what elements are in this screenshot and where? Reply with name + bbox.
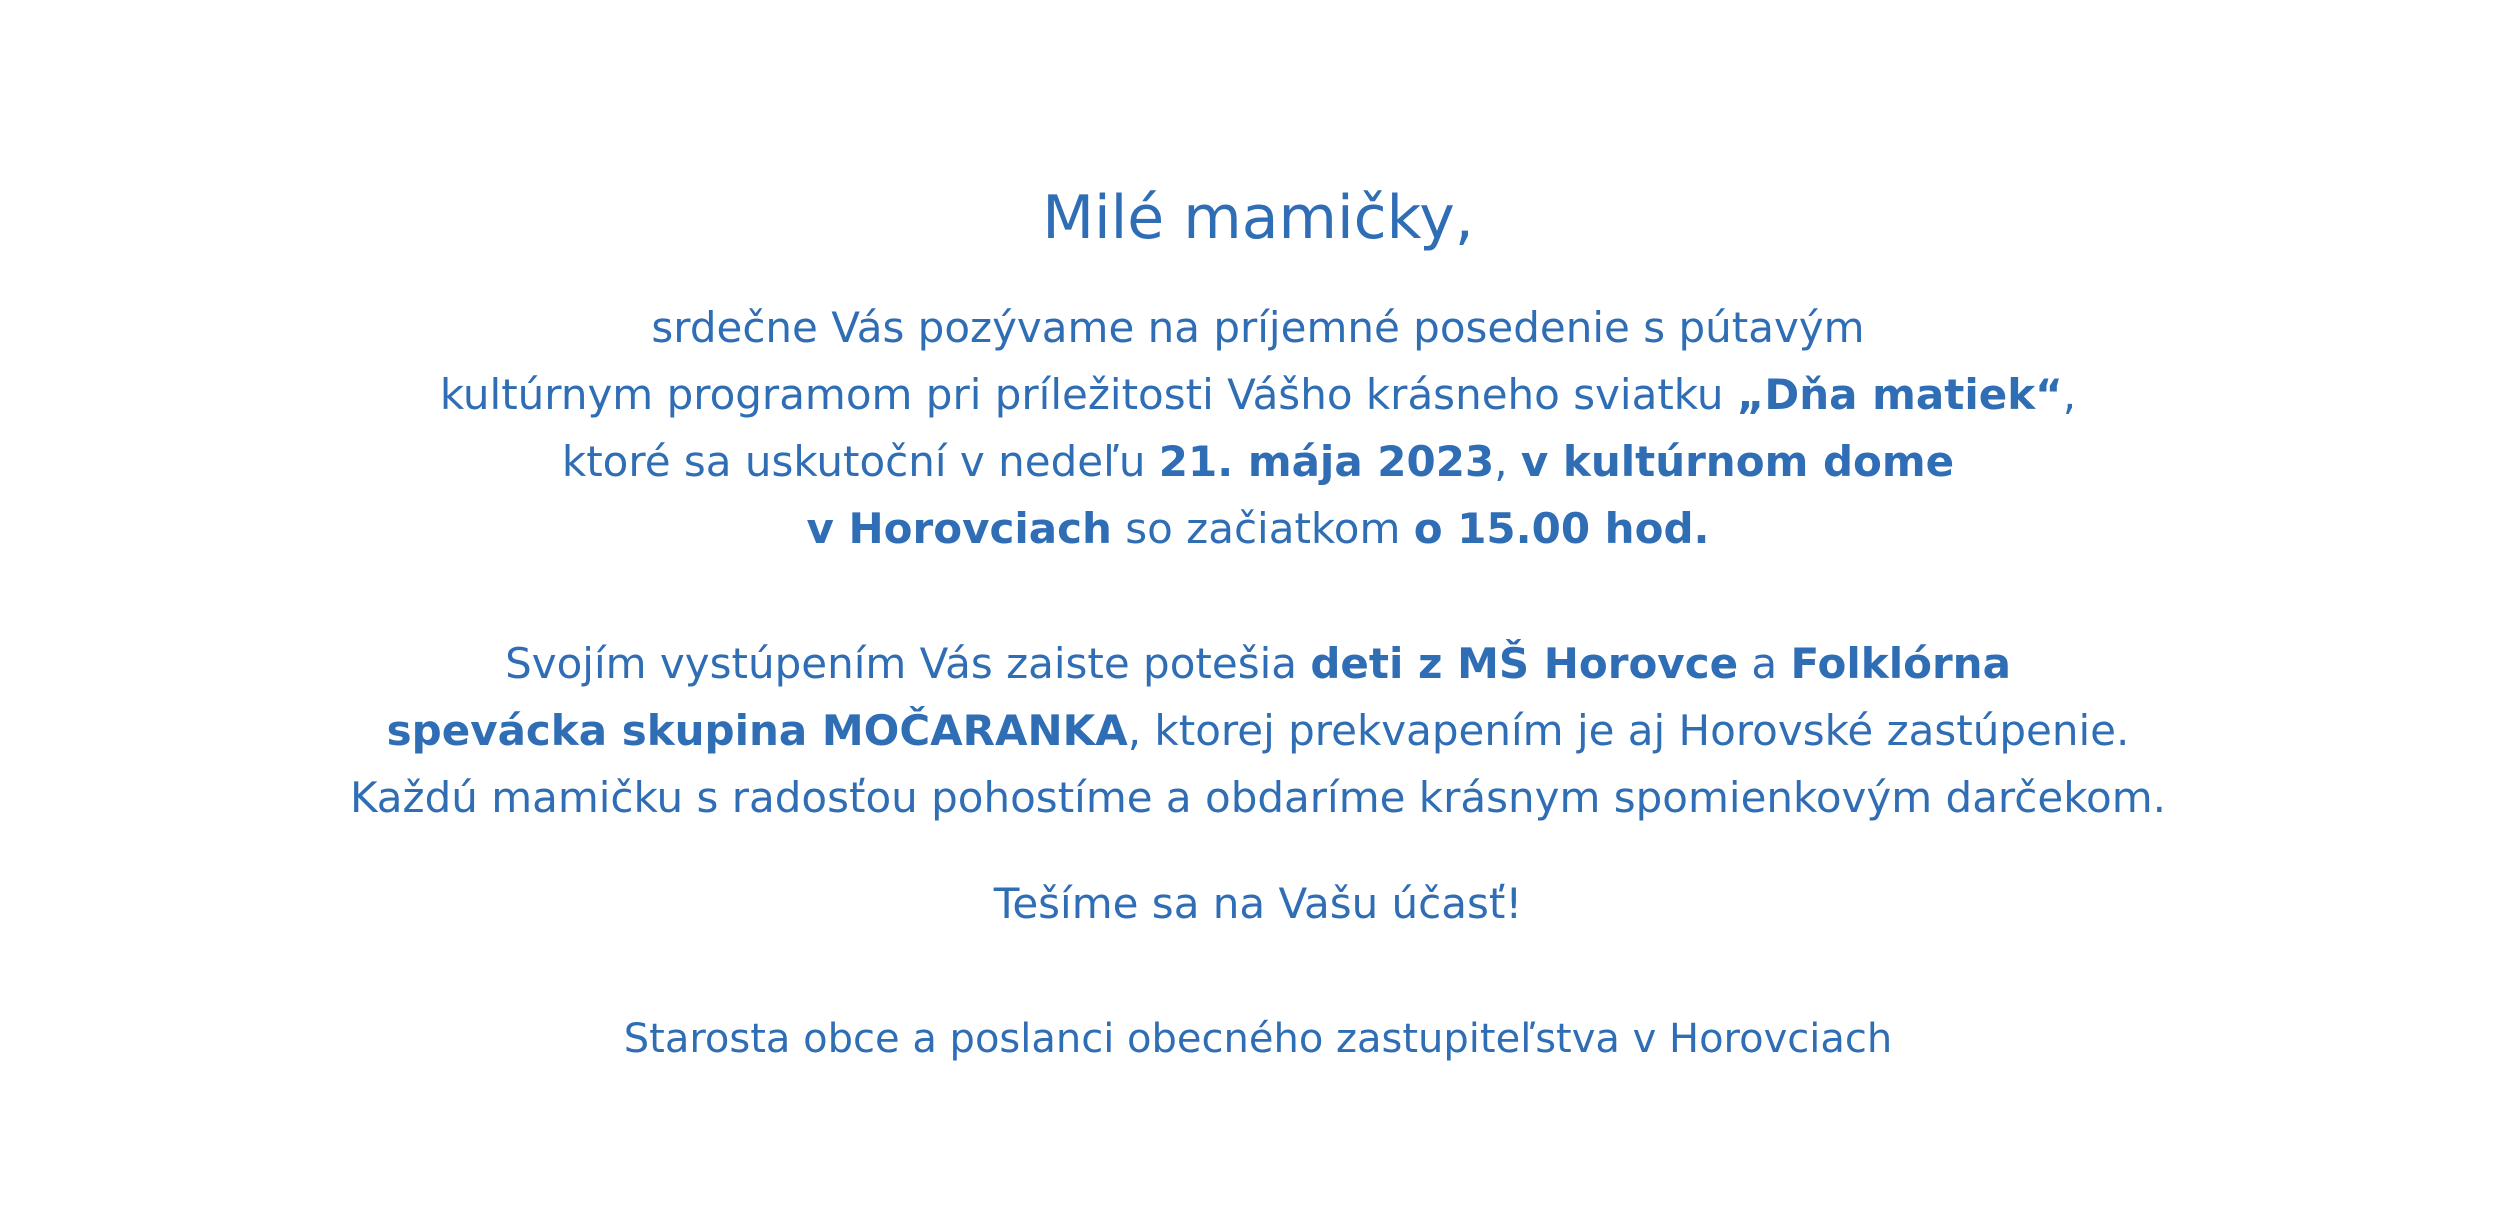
text-line (0, 428, 2516, 495)
text-run: , ktorej prekvapením je aj Horovské zastúpenie. (1127, 706, 2130, 755)
closing-line: Tešíme sa na Vašu účasť! (993, 879, 1523, 928)
text-line (0, 764, 2516, 831)
text-line (0, 630, 2516, 697)
performer-kindergarten: deti z MŠ Horovce (1310, 639, 1739, 688)
invitation-paragraph (0, 294, 2516, 562)
text-line (0, 495, 2516, 562)
program-paragraph (0, 630, 2516, 831)
text-line (0, 294, 2516, 361)
text-run: so začiatkom (1111, 504, 1414, 553)
event-venue: v kultúrnom dome (1520, 437, 1955, 486)
text-run: , (1494, 437, 1521, 486)
text-line (0, 361, 2516, 428)
text-run: ktoré sa uskutoční v nedeľu (561, 437, 1159, 486)
text-run: srdečne Vás pozývame na príjemné posedenie s pútavým (651, 303, 1865, 352)
text-run: , (2062, 370, 2077, 419)
signature: Starosta obce a poslanci obecného zastupiteľstva v Horovciach (623, 1016, 1893, 1062)
performer-folk-group-name: spevácka skupina MOČARANKA (386, 706, 1128, 755)
event-time: o 15.00 hod. (1413, 504, 1710, 553)
event-location: v Horovciach (806, 504, 1112, 553)
text-run: Každú mamičku s radosťou pohostíme a obdaríme krásnym spomienkovým darčekom. (349, 773, 2166, 822)
text-run: a (1738, 639, 1791, 688)
text-run: kultúrnym programom pri príležitosti Vášho krásneho sviatku (439, 370, 1737, 419)
performer-folk-group: Folklórna (1790, 639, 2011, 688)
event-date: 21. mája 2023 (1158, 437, 1495, 486)
text-run: Svojím vystúpením Vás zaiste potešia (505, 639, 1311, 688)
greeting: Milé mamičky, (1042, 183, 1474, 253)
event-name: „Dňa matiek“ (1736, 370, 2063, 419)
text-line (0, 697, 2516, 764)
